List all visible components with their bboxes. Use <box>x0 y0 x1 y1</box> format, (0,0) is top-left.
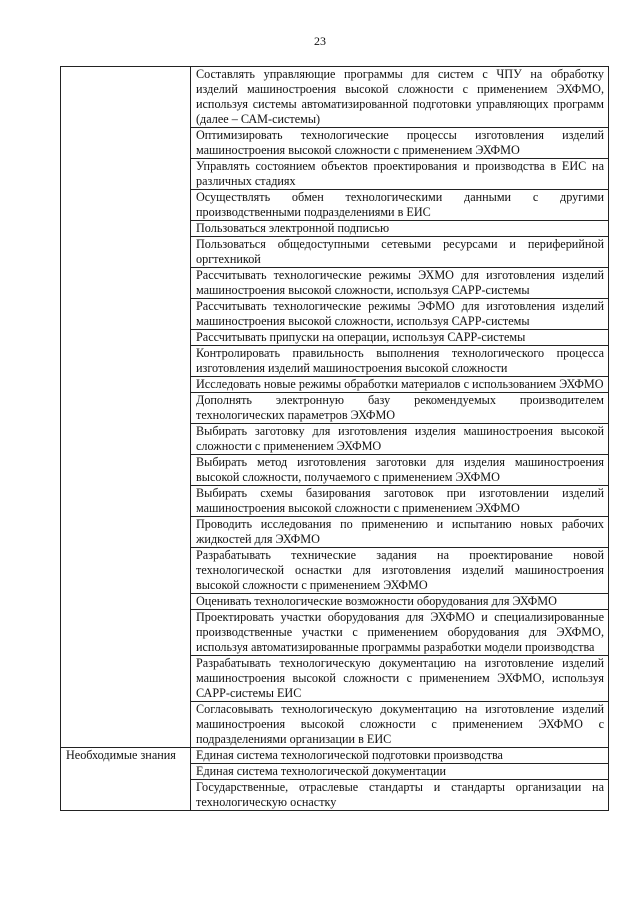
skills_section-label <box>61 67 191 748</box>
requirements-table-body <box>61 67 609 811</box>
page-number: 23 <box>314 34 326 48</box>
table-row <box>61 67 609 128</box>
skills_section-item: Выбирать заготовку для изготовления изделия машиностроения высокой сложности с применением ЭХФМО <box>191 424 609 455</box>
skills_section-item: Управлять состоянием объектов проектирования и производства в ЕИС на различных стадиях <box>191 159 609 190</box>
skills_section-item: Согласовывать технологическую документацию на изготовление изделий машиностроения высокой сложности с применением ЭХФМО с подразделениями организации в ЕИС <box>191 702 609 748</box>
skills_section-item: Составлять управляющие программы для систем с ЧПУ на обработку изделий машиностроения высокой сложности с применением ЭХФМО, используя системы автоматизированной подготовки управляющих программ (далее – САМ-системы) <box>191 67 609 128</box>
skills_section-item: Рассчитывать технологические режимы ЭФМО для изготовления изделий машиностроения высокой сложности, используя САРР-системы <box>191 299 609 330</box>
table-row <box>61 748 609 764</box>
skills_section-item: Оптимизировать технологические процессы изготовления изделий машиностроения высокой сложности с применением ЭХФМО <box>191 128 609 159</box>
skills_section-item: Осуществлять обмен технологическими данными с другими производственными подразделениями в ЕИС <box>191 190 609 221</box>
skills_section-item: Пользоваться электронной подписью <box>191 221 609 237</box>
skills_section-item: Рассчитывать технологические режимы ЭХМО для изготовления изделий машиностроения высокой сложности, используя САРР-системы <box>191 268 609 299</box>
skills_section-item: Контролировать правильность выполнения технологического процесса изготовления изделий машиностроения высокой сложности <box>191 346 609 377</box>
skills_section-item: Проводить исследования по применению и испытанию новых рабочих жидкостей для ЭХФМО <box>191 517 609 548</box>
knowledge_section-item: Единая система технологической подготовки производства <box>191 748 609 764</box>
requirements-table <box>60 66 609 811</box>
skills_section-item: Дополнять электронную базу рекомендуемых производителем технологических параметров ЭХФМО <box>191 393 609 424</box>
skills_section-item: Разрабатывать технологическую документацию на изготовление изделий машиностроения высокой сложности с применением ЭХФМО, используя САРР-системы ЕИС <box>191 656 609 702</box>
skills_section-item: Выбирать метод изготовления заготовки для изделия машиностроения высокой сложности, получаемого с применением ЭХФМО <box>191 455 609 486</box>
skills_section-item: Исследовать новые режимы обработки материалов с использованием ЭХФМО <box>191 377 609 393</box>
skills_section-item: Выбирать схемы базирования заготовок при изготовлении изделий машиностроения высокой сложности с применением ЭХФМО <box>191 486 609 517</box>
skills_section-item: Оценивать технологические возможности оборудования для ЭХФМО <box>191 594 609 610</box>
knowledge_section-item: Единая система технологической документации <box>191 764 609 780</box>
knowledge_section-item: Государственные, отраслевые стандарты и стандарты организации на технологическую оснастку <box>191 780 609 811</box>
skills_section-item: Рассчитывать припуски на операции, используя САРР-системы <box>191 330 609 346</box>
skills_section-item: Проектировать участки оборудования для ЭХФМО и специализированные производственные участки с применением оборудования для ЭХФМО, используя автоматизированные программы разработки модели производства <box>191 610 609 656</box>
skills_section-item: Разрабатывать технические задания на проектирование новой технологической оснастки для изготовления изделий машиностроения высокой сложности с применением ЭХФМО <box>191 548 609 594</box>
skills_section-item: Пользоваться общедоступными сетевыми ресурсами и периферийной оргтехникой <box>191 237 609 268</box>
knowledge_section-label: Необходимые знания <box>61 748 191 811</box>
